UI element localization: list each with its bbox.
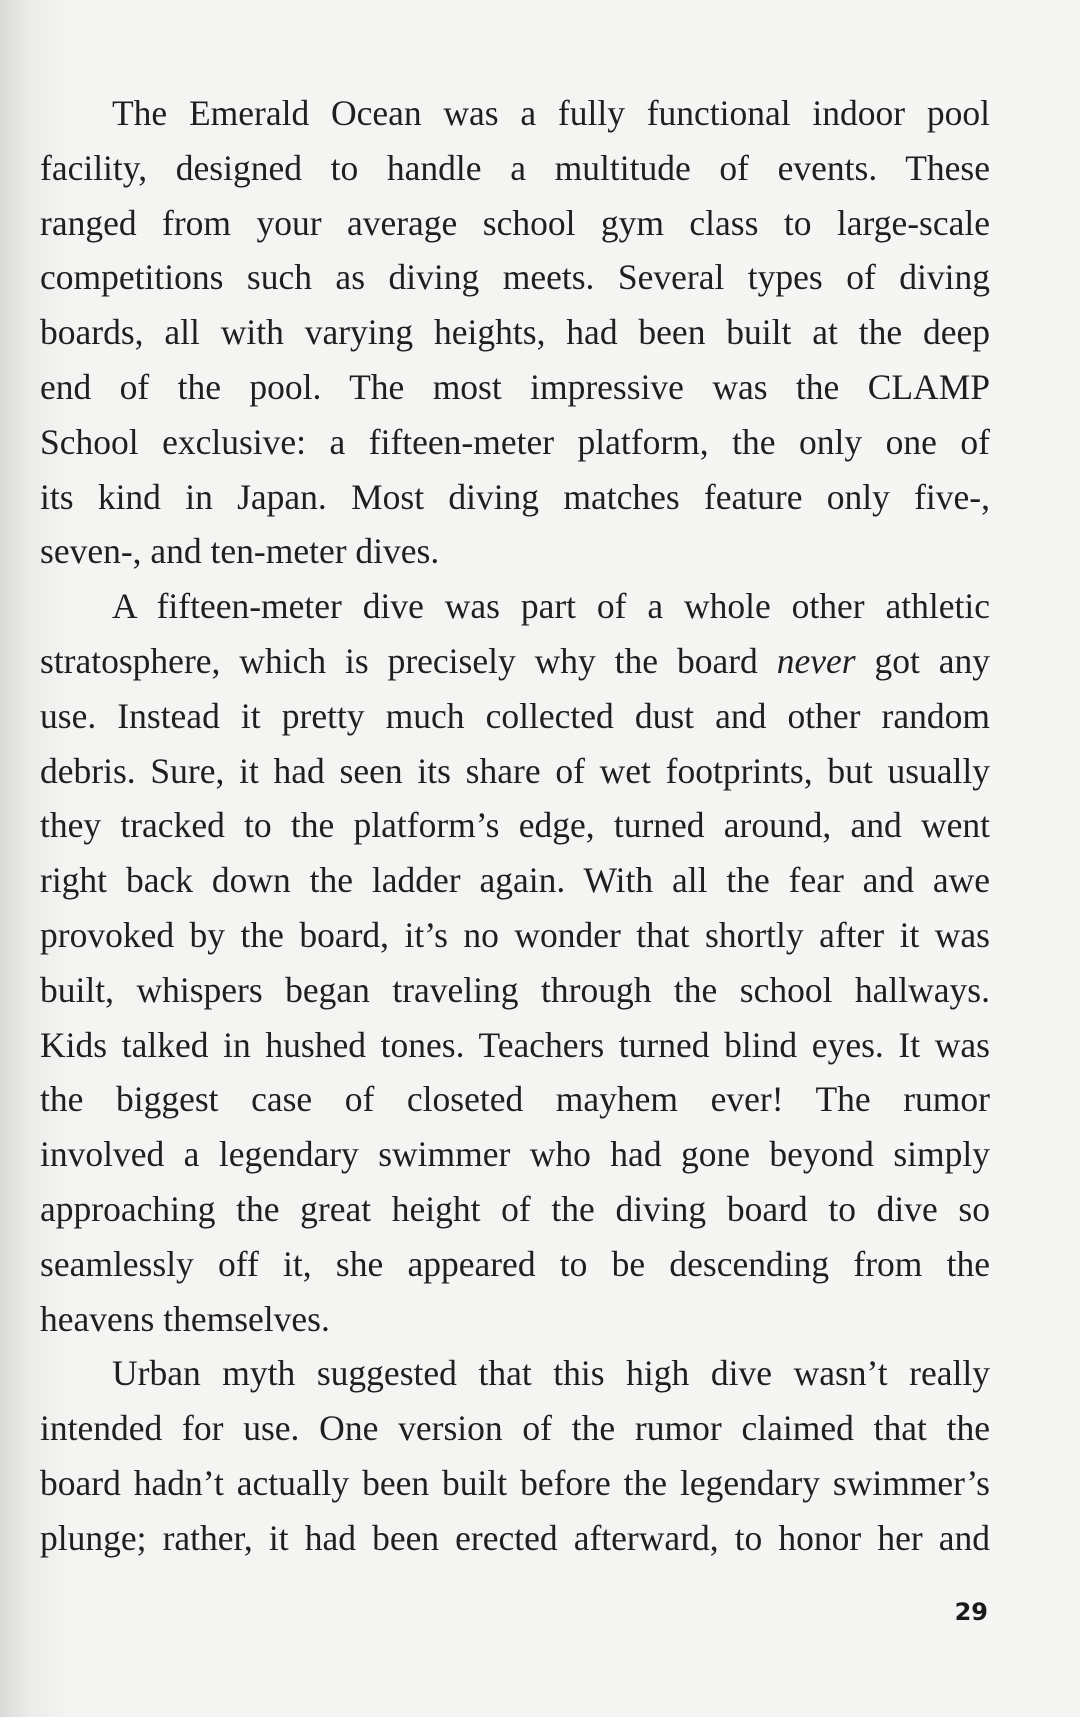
text-line: facility, designed to handle a multitude of events. These (40, 147, 990, 188)
text-line: they tracked to the platform’s edge, turned around, and went (40, 805, 990, 846)
text-line: plunge; rather, it had been erected afterward, to honor her and (40, 1517, 990, 1558)
text-line: The Emerald Ocean was a fully functional indoor pool (112, 93, 990, 133)
text-line: boards, all with varying heights, had been built at the deep (40, 312, 990, 353)
text-line: Kids talked in hushed tones. Teachers turned blind eyes. It was (40, 1024, 990, 1065)
body-text (40, 86, 990, 1566)
text-line: use. Instead it pretty much collected dust and other random (40, 695, 990, 736)
text-line: debris. Sure, it had seen its share of wet footprints, but usually (40, 750, 990, 791)
page-number: 29 (954, 1598, 988, 1626)
text-line: board hadn’t actually been built before the legendary swimmer’s (40, 1462, 990, 1503)
text-line: Urban myth suggested that this high dive wasn’t really (112, 1353, 990, 1394)
text-line: ranged from your average school gym class to large-scale (40, 202, 990, 243)
text-line: provoked by the board, it’s no wonder that shortly after it was (40, 914, 990, 955)
text-line: seven-, and ten-meter dives. (40, 531, 440, 572)
text-line: heavens themselves. (40, 1298, 330, 1339)
text-line: its kind in Japan. Most diving matches feature only five-, (40, 476, 990, 517)
text-line: end of the pool. The most impressive was the CLAMP (40, 366, 990, 407)
text-line: competitions such as diving meets. Several types of diving (40, 257, 990, 298)
emphasis: never (776, 640, 856, 681)
text-line: the biggest case of closeted mayhem ever! The rumor (40, 1079, 990, 1120)
text-line: right back down the ladder again. With all the fear and awe (40, 860, 990, 901)
text-line: seamlessly off it, she appeared to be descending from the (40, 1243, 990, 1284)
text-line: School exclusive: a fifteen-meter platform, the only one of (40, 421, 990, 462)
text-line: A fifteen-meter dive was part of a whole other athletic (112, 586, 990, 627)
text-line: involved a legendary swimmer who had gone beyond simply (40, 1134, 990, 1175)
text-line: approaching the great height of the diving board to dive so (40, 1188, 990, 1229)
text-line: built, whispers began traveling through the school hallways. (40, 969, 990, 1010)
text-line: stratosphere, which is precisely why the board never got any (40, 640, 990, 681)
text-line: intended for use. One version of the rumor claimed that the (40, 1408, 990, 1449)
